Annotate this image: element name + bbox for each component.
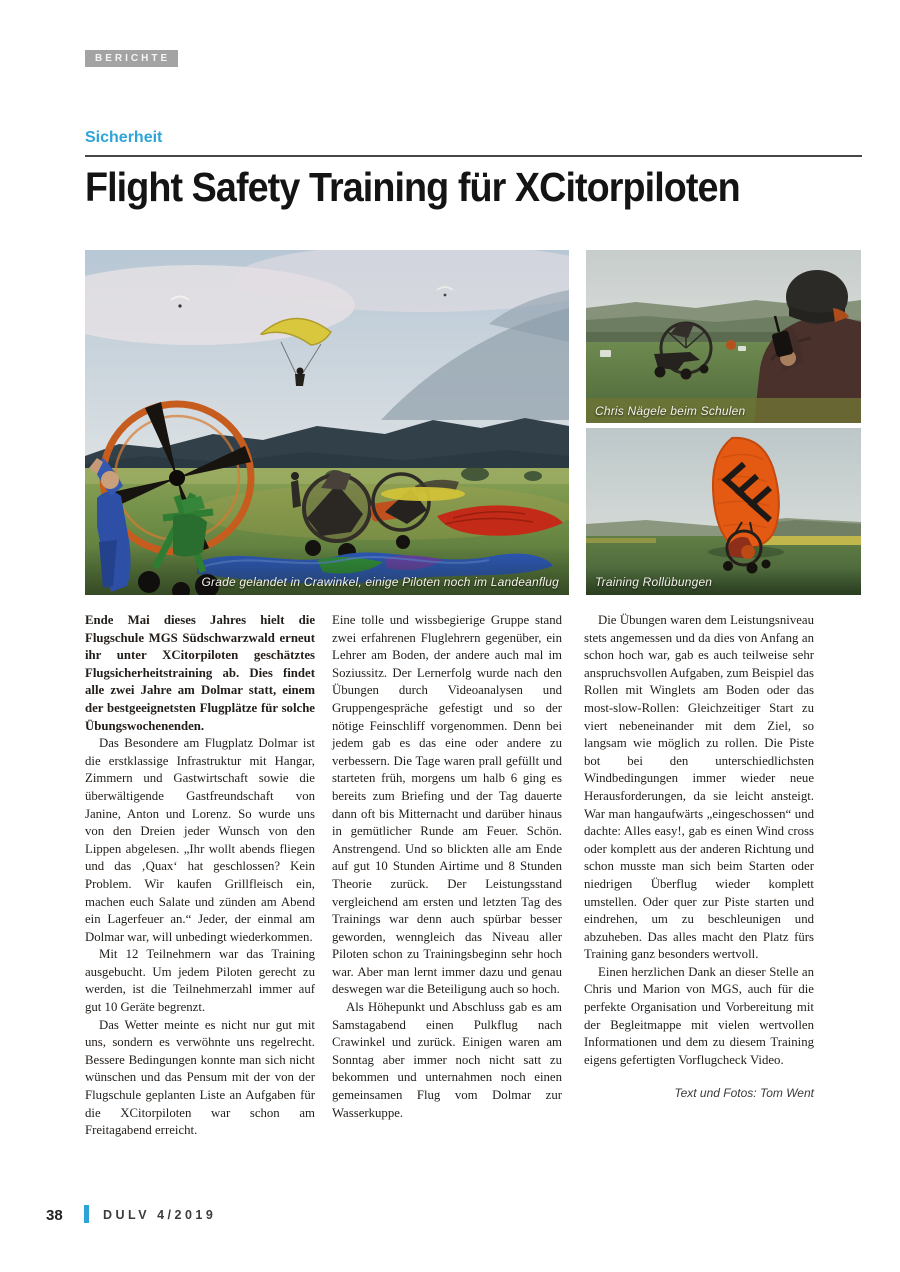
photo-bottom-right-caption: Training Rollübungen [595, 575, 713, 589]
paragraph: Einen herzlichen Dank an dieser Stelle an Chris und Marion von MGS, auch für die perfekte Organisation und Vorbereitung mit der Begleitmappe mit vielen wertvollen Informationen und dem zu diesem Training eigens gefertigten Vorflugcheck Video. [584, 964, 814, 1067]
photo-top-right-caption: Chris Nägele beim Schulen [595, 404, 746, 418]
paragraph: Das Wetter meinte es nicht nur gut mit uns, sondern es verwöhnte uns regelrecht. Bessere Bedingungen konnte man sich nicht wünschen und das Pensum mit der von der Flugschule geplanten Liste an Aufgaben für die XCitorpiloten war schon am Freitagabend erreicht. [85, 1017, 315, 1138]
photo-bottom-right-image [586, 428, 861, 595]
kicker-badge: BERICHTE [85, 50, 178, 67]
photo-main-image [85, 250, 569, 595]
text-column-3 [584, 612, 814, 1103]
lead-paragraph: Ende Mai dieses Jahres hielt die Flugschule MGS Südschwarzwald erneut ihr unter XCitorpiloten geschätztes Flugsicherheitstraining ab. Dies findet alle zwei Jahre am Dolmar statt, einem der bestgeeignetsten Flugplätze für solche Übungswochenenden. [85, 613, 315, 733]
paragraph: Die Übungen waren dem Leistungsniveau stets angemessen und da dies von Anfang an schon hoch war, gab es auch teilweise sehr anspruchsvollen Aufgaben, zum Beispiel das Rollen mit Winglets am Boden oder das most-slow-Rollen: Gleichzeitiger Start zu viert nebeneinander mit dem Ziel, so langsam wie möglich zu rollen. Die Piste bot bei den unterschiedlichsten Windbedingungen immer wieder neue Herausforderungen, da sie leicht ansteigt. War man hangaufwärts „eingeschossen“ und dachte: Alles easy!, gab es einen Wind cross oder komplett aus der anderen Richtung und schon musste man sich beim Starten oder niedrigen Überflug wieder komplett umstellen. Oder quer zur Piste starten und eindrehen, um zu beschleunigen und abzuheben. Das alles macht den Platz fürs Training ganz besonders wertvoll. [584, 613, 814, 962]
rapeseed-strip [586, 538, 656, 543]
article-headline: Flight Safety Training für XCitorpiloten [85, 164, 740, 210]
section-rule [85, 155, 862, 157]
paragraph: Mit 12 Teilnehmern war das Training ausgebucht. Um jedem Piloten gerecht zu werden, ist die Teilnehmerzahl immer auf gut 10 Geräte begrenzt. [85, 947, 315, 1015]
paragraph: Das Besondere am Flugplatz Dolmar ist die erstklassige Infrastruktur mit Hangar, Zimmern und Gastwirtschaft sowie die überwältigende Gastfreundschaft von Janine, Anton und Lorenz. So wurde uns von den Dreien jeder Wunsch von den Lippen abgelesen. „Ihr wollt abends fliegen und das ‚Quax‘ hat geschlossen? Kein Problem. Wir kaufen Grillfleisch ein, machen euch Salate und zünden am Abend ein Lagerfeuer an.“ Jeder, der einmal am Dolmar war, will unbedingt wiederkommen. [85, 736, 315, 944]
issue-label: DULV 4/2019 [103, 1208, 217, 1222]
text-column-1 [85, 612, 315, 1140]
yellow-wing-ground [381, 487, 465, 501]
paragraph: Als Höhepunkt und Abschluss gab es am Samstagabend einen Pulkflug nach Crawinkel und zurück. Einigen waren am Sonntag aber immer noch nicht satt zu bekommen und unternahmen noch einen gemeinsamen Flug vom Dolmar zur Wasserkuppe. [332, 1000, 562, 1120]
trike-seat [173, 514, 207, 557]
page-number: 38 [46, 1207, 63, 1224]
paragraph: Eine tolle und wissbegierige Gruppe stand zwei erfahrenen Fluglehrern gegenüber, ein Lehrer am Boden, der andere auch mal im Soziussitz. Der Lernerfolg wurde nach den Übungen durch Videoanalysen und Gruppengespräche gefestigt und so der nötige Feinschliff vorgenommen. Denn bei jedem gab es das eine oder andere zu verbessern. Die Tage waren prall gefüllt und starteten früh, morgens um halb 6 ging es bereits zum Briefing und der Tag dauerte dann oft bis Mitternacht und darüber hinaus in gemütlicher Runde am Feuer. Schön. Anstrengend. Und so blickten alle am Ende auf gut 10 Stunden Airtime und 8 Stunden Theorie zurück. Der Leistungsstand vergleichend am ersten und letzten Tag des Trainings war denn auch spürbar besser geworden, wenngleich das Niveau aller Piloten schon zu Trainingsbeginn sehr hoch war. Aber man lernt immer dazu und genau deswegen war die Beteiligung auch so hoch. [332, 613, 562, 997]
photo-bottom-right [586, 428, 861, 595]
section-label: Sicherheit [85, 129, 163, 146]
footer-divider-bar [84, 1205, 89, 1223]
byline: Text und Fotos: Tom Went [674, 1086, 814, 1101]
photo-top-right-image [586, 250, 861, 423]
photo-main-caption: Grade gelandet in Crawinkel, einige Piloten noch im Landeanflug [201, 575, 559, 589]
text-column-2 [332, 612, 562, 1122]
photo-top-right [586, 250, 861, 423]
page-footer [0, 1203, 900, 1229]
orange-object [726, 340, 736, 350]
photo-main [85, 250, 569, 595]
